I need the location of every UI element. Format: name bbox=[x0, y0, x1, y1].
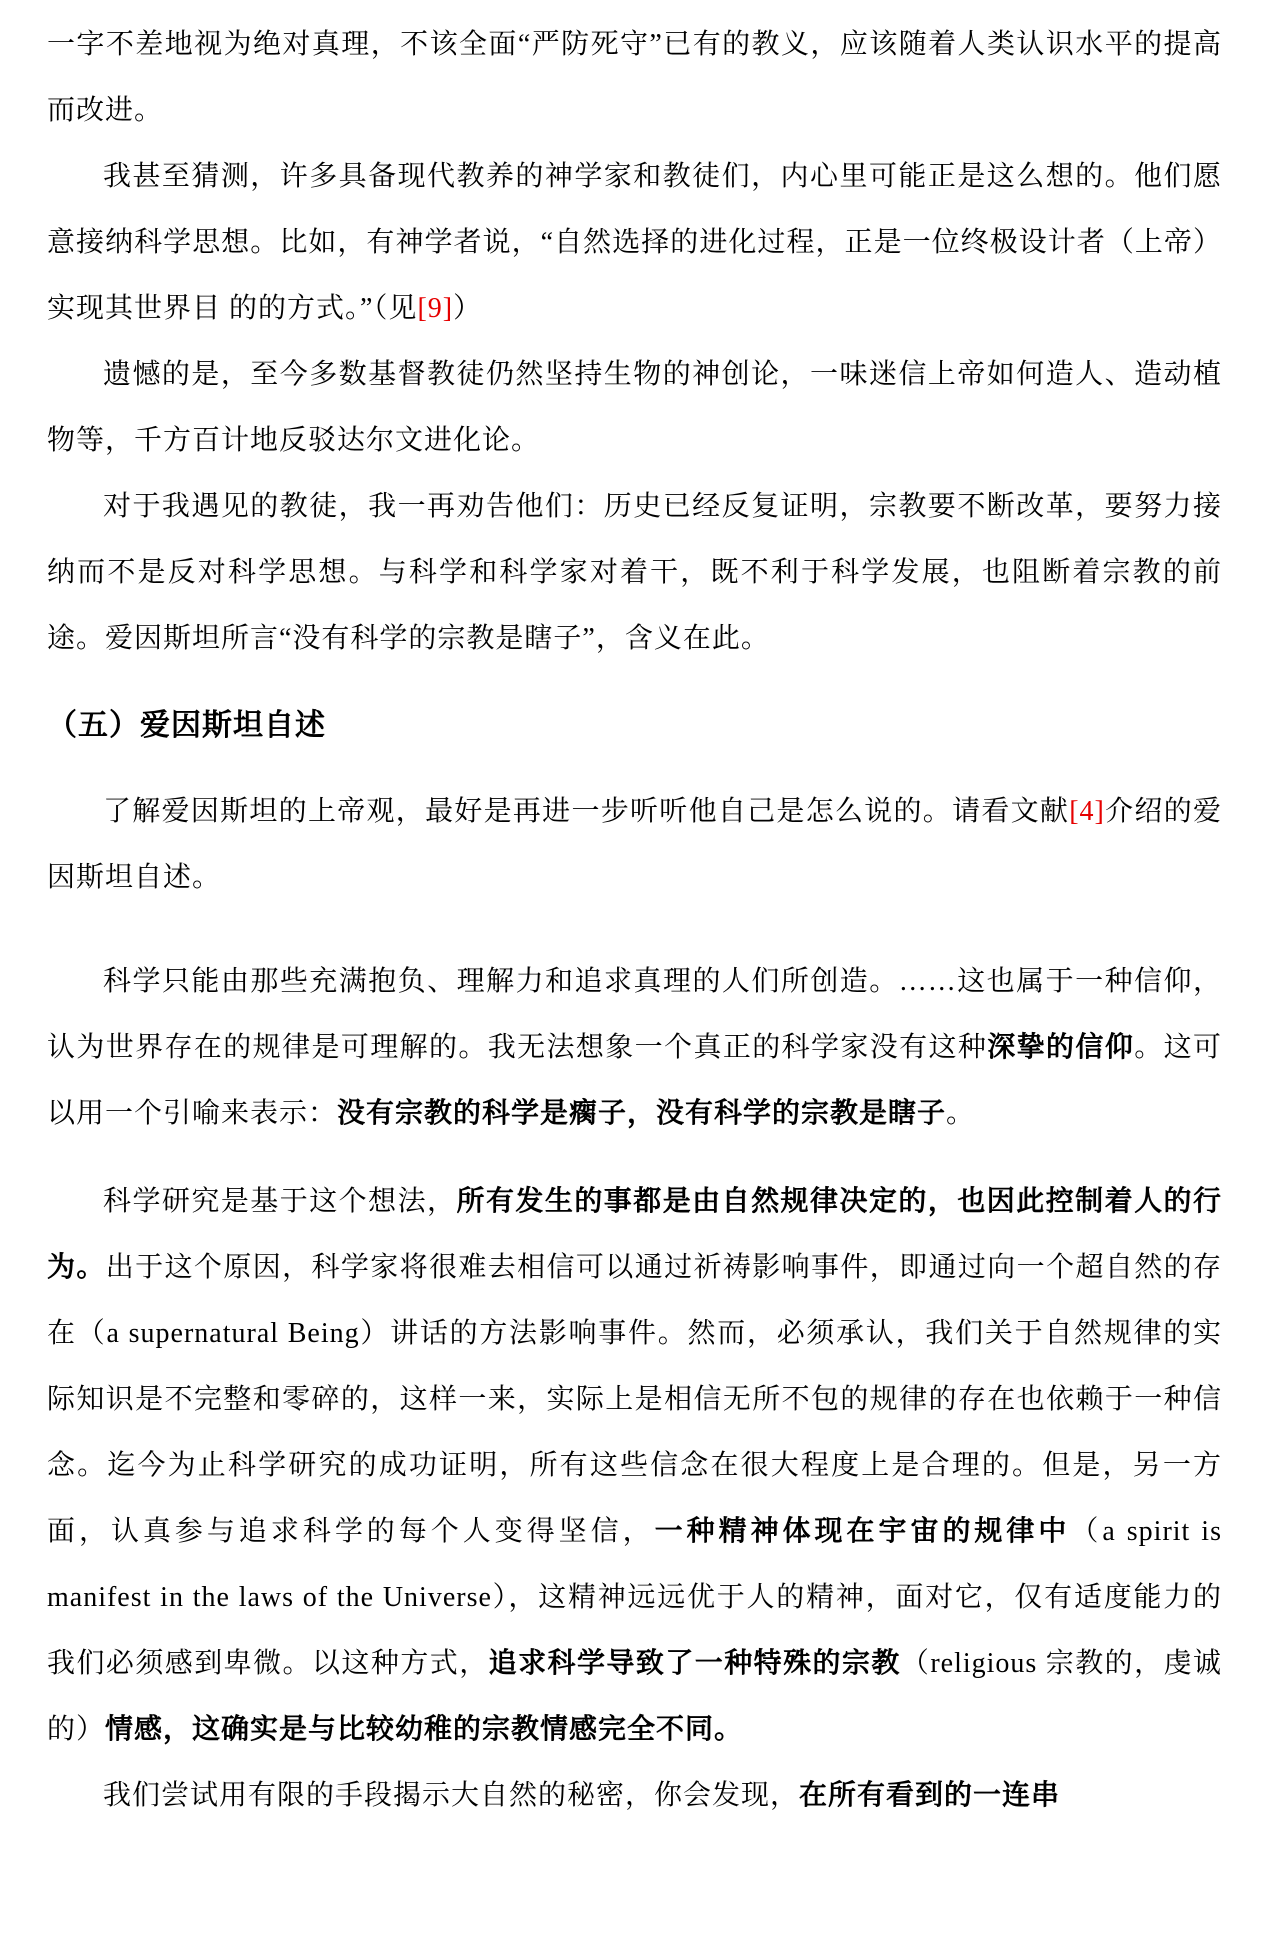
citation-marker: [4] bbox=[1069, 796, 1105, 827]
section-heading: （五）爱因斯坦自述 bbox=[47, 709, 326, 742]
paragraph-continuation: 一字不差地视为绝对真理，不该全面“严防死守”已有的教义，应该随着人类认识水平的提高而改进。 bbox=[47, 29, 1222, 126]
quote-paragraph-1: 科学只能由那些充满抱负、理解力和追求真理的人们所创造。……这也属于一种信仰，认为世界存在的规律是可理解的。我无法想象一个真正的科学家没有这种深挚的信仰。这可以用一个引喻来表示：没有宗教的科学是瘸子，没有科学的宗教是瞎子。 bbox=[47, 966, 1222, 1129]
paragraph-intro-self-account: 了解爱因斯坦的上帝观，最好是再进一步听听他自己是怎么说的。请看文献[4]介绍的爱因斯坦自述。 bbox=[47, 796, 1222, 893]
quote-paragraph-2: 科学研究是基于这个想法，所有发生的事都是由自然规律决定的，也因此控制着人的行为。出于这个原因，科学家将很难去相信可以通过祈祷影响事件，即通过向一个超自然的存在（a supernatural Being）讲话的方法影响事件。然而，必须承认，我们关于自然规律的实际知识是不完整和零碎的，这样一来，实际上是相信无所不包的规律的存在也依赖于一种信念。迄今为止科学研究的成功证明，所有这些信念在很大程度上是合理的。但是，另一方面，认真参与追求科学的每个人变得坚信，一种精神体现在宇宙的规律中（a spirit is manifest in the laws of the Universe），这精神远远优于人的精神，面对它，仅有适度能力的我们必须感到卑微。以这种方式，追求科学导致了一种特殊的宗教（religious 宗教的，虔诚的）情感，这确实是与比较幼稚的宗教情感完全不同。 bbox=[47, 1186, 1222, 1745]
paragraph-closing: 我们尝试用有限的手段揭示大自然的秘密，你会发现，在所有看到的一连串 bbox=[103, 1780, 1061, 1811]
paragraph-guess: 我甚至猜测，许多具备现代教养的神学家和教徒们，内心里可能正是这么想的。他们愿意接纳科学思想。比如，有神学者说，“自然选择的进化过程，正是一位终极设计者（上帝）实现其世界目 的的方式。”（见[9]） bbox=[47, 161, 1222, 324]
paragraph-advice: 对于我遇见的教徒，我一再劝告他们：历史已经反复证明，宗教要不断改革，要努力接纳而不是反对科学思想。与科学和科学家对着干，既不利于科学发展，也阻断着宗教的前途。爱因斯坦所言“没有科学的宗教是瞎子”，含义在此。 bbox=[47, 491, 1222, 654]
paragraph-regret: 遗憾的是，至今多数基督教徒仍然坚持生物的神创论，一味迷信上帝如何造人、造动植物等，千方百计地反驳达尔文进化论。 bbox=[47, 359, 1222, 456]
citation-marker: [9] bbox=[417, 293, 454, 324]
